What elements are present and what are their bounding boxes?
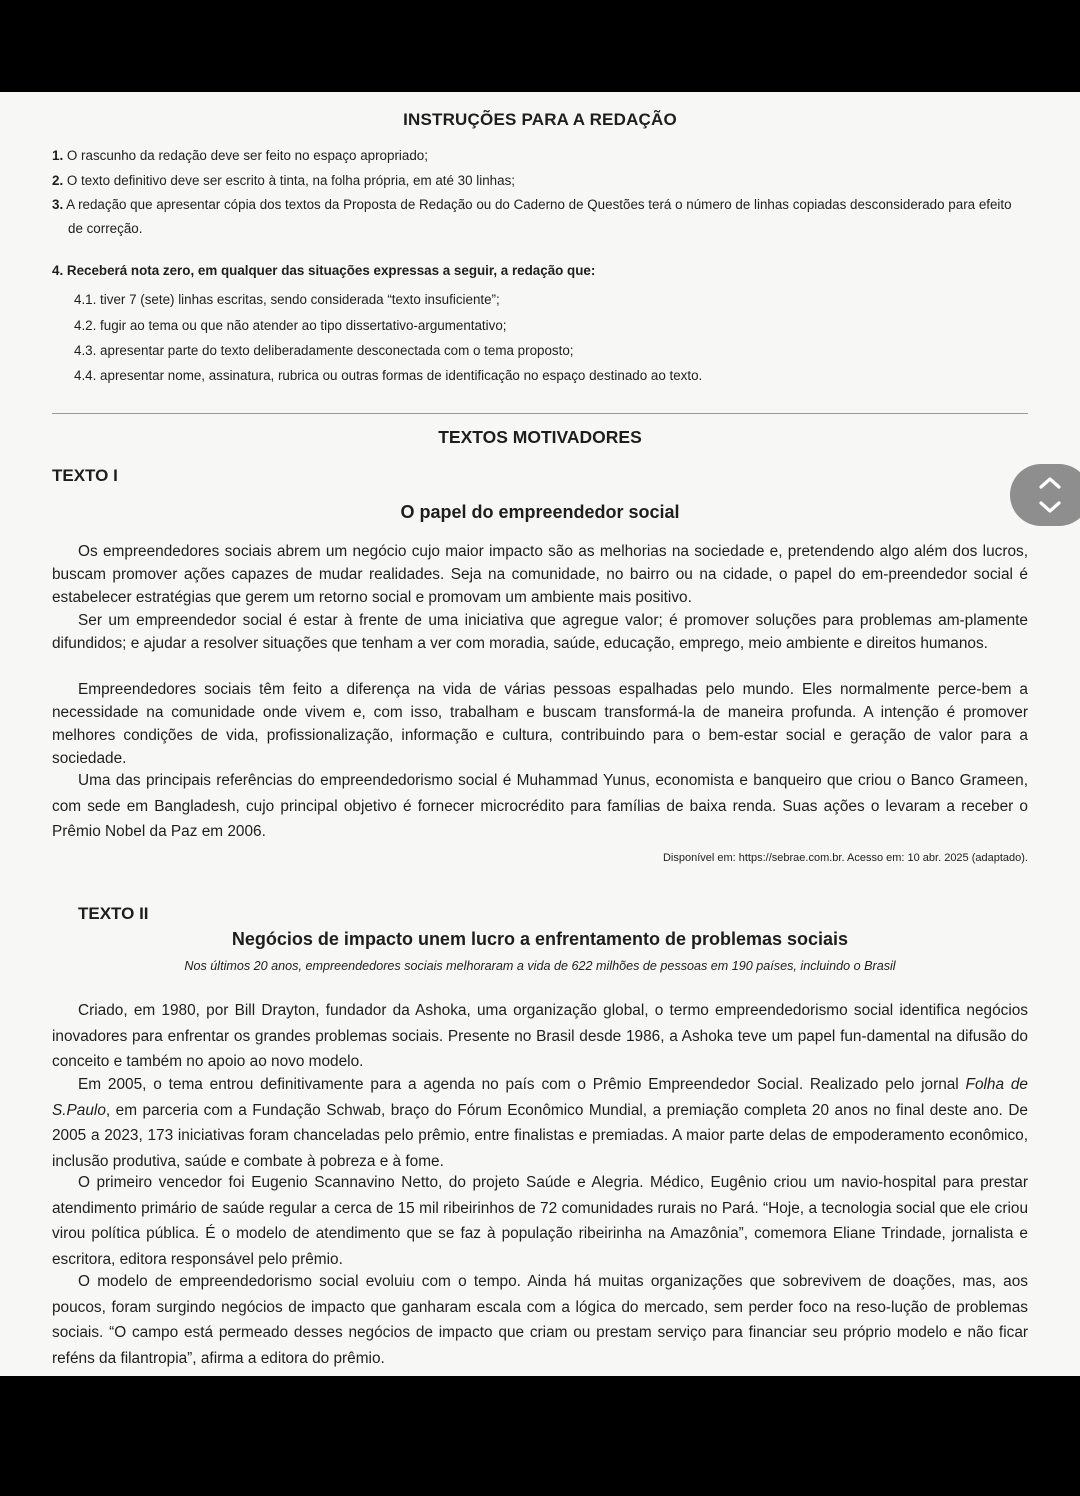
texto1-paragraph: Uma das principais referências do empreendedorismo social é Muhammad Yunus, economista e banqueiro que criou o Banco Grameen, com sede em Bangladesh, cujo principal objetivo é fornecer microcrédito para famílias de baixa renda. Suas ações o levaram a receber o Prêmio Nobel da Paz em 2006. <box>52 772 1028 840</box>
sub-instruction: 4.4. apresentar nome, assinatura, rubrica ou outras formas de identificação no espaço destinado ao texto. <box>74 368 703 383</box>
texto1-source: Disponível em: https://sebrae.com.br. Acesso em: 10 abr. 2025 (adaptado). <box>662 852 1028 864</box>
document-page <box>0 92 1080 1376</box>
instruction-text: Receberá nota zero, em qualquer das situações expressas a seguir, a redação que: <box>66 263 596 278</box>
texto1-paragraph: Os empreendedores sociais abrem um negócio cujo maior impacto são as melhorias na sociedade e, pretendendo algo além dos lucros, buscam promover ações capazes de mudar realidades. Seja na comunidade, no bairro ou na cidade, o papel do em-preendedor social é estabelecer estratégias que gerem um retorno social e promovam um ambiente mais positivo. <box>52 543 1028 606</box>
texto1-paragraph: Empreendedores sociais têm feito a diferença na vida de várias pessoas espalhadas pelo mundo. Eles normalmente perce-bem a necessidade na comunidade onde vivem e, com isso, trabalham e buscam transformá-la de maneira profunda. A intenção é promover melhores condições de vida, profissionalização, informação e cultura, contribuindo para o bem-estar social e geração de valor para a sociedade. <box>52 681 1028 767</box>
instruction-item <box>52 169 1028 193</box>
texto2-title: Negócios de impacto unem lucro a enfrentamento de problemas sociais <box>231 929 849 949</box>
texto2-text: , em parceria com a Fundação Schwab, braço do Fórum Econômico Mundial, a premiação completa 20 anos no final deste ano. De 2005 a 2023, 173 iniciativas foram chanceladas pelo prêmio, entre finalistas e premiadas. A maior parte delas de empoderamento econômico, inclusão produtiva, saúde e combate à pobreza e à fome. <box>52 1101 1028 1170</box>
instruction-number: 3. <box>52 197 64 212</box>
instruction-number: 1. <box>52 148 64 163</box>
texto2-paragraph: Criado, em 1980, por Bill Drayton, fundador da Ashoka, uma organização global, o termo empreendedorismo social identifica negócios inovadores para enfrentar os grandes problemas sociais. Presente no Brasil desde 1986, a Ashoka teve um papel fun-damental na difusão do conceito e também no apoio ao novo modelo. <box>52 1002 1028 1070</box>
instruction-text: A redação que apresentar cópia dos textos da Proposta de Redação ou do Caderno de Questões terá o número de linhas copiadas desconsiderado para efeito de correção. <box>66 197 1012 236</box>
texto2-paragraph: O modelo de empreendedorismo social evoluiu com o tempo. Ainda há muitas organizações que sobrevivem de doações, mas, aos poucos, foram surgindo negócios de impacto que ganharam escala com a lógica do mercado, sem perder foco na reso-lução de problemas sociais. “O campo está permeado desses negócios de impacto que criam ou prestam serviço para financiar seu próprio modelo e não ficar reféns da filantropia”, afirma a editora do prêmio. <box>52 1273 1028 1367</box>
texto1-title: O papel do empreendedor social <box>400 502 680 522</box>
instruction-item <box>52 144 1028 168</box>
texto2-text: Em 2005, o tema entrou definitivamente para a agenda no país com o Prêmio Empreendedor Social. Realizado pelo jornal <box>78 1076 966 1093</box>
sub-instruction: 4.1. tiver 7 (sete) linhas escritas, sendo considerada “texto insuficiente”; <box>74 292 500 307</box>
instruction-text: O texto definitivo deve ser escrito à tinta, na folha própria, em até 30 linhas; <box>66 173 515 188</box>
texto1-label: TEXTO I <box>52 466 118 485</box>
section-title: TEXTOS MOTIVADORES <box>438 427 642 447</box>
section-divider <box>52 413 1028 414</box>
texto2-paragraph <box>52 1072 1028 1174</box>
instruction-text: O rascunho da redação deve ser feito no espaço apropriado; <box>66 148 428 163</box>
chevron-up-down-icon <box>1038 472 1062 518</box>
texto1-paragraph: Ser um empreendedor social é estar à frente de uma iniciativa que agregue valor; é promover soluções para problemas am-plamente difundidos; e ajudar a resolver situações que tenham a ver com moradia, saúde, educação, emprego, meio ambiente e direitos humanos. <box>52 612 1028 652</box>
texto2-subtitle: Nos últimos 20 anos, empreendedores sociais melhoraram a vida de 622 milhões de pessoas em 190 países, incluindo o Brasil <box>184 959 896 973</box>
sub-instruction: 4.3. apresentar parte do texto deliberadamente desconectada com o tema proposto; <box>74 343 574 358</box>
instructions-title: INSTRUÇÕES PARA A REDAÇÃO <box>403 110 677 129</box>
instruction-item <box>52 193 1028 241</box>
instruction-item <box>52 259 1028 283</box>
texto2-paragraph: O primeiro vencedor foi Eugenio Scannavino Netto, do projeto Saúde e Alegria. Médico, Eugênio criou um navio-hospital para prestar atendimento primário de saúde regular a cerca de 15 mil ribeirinhos de 72 comunidades rurais no Pará. “Hoje, a tecnologia social que ele criou virou política pública. É o modelo de atendimento que se faz à população ribeirinha na Amazônia”, comemora Eliane Trindade, jornalista e escritora, editora responsável pelo prêmio. <box>52 1174 1028 1268</box>
instruction-number: 2. <box>52 173 64 188</box>
sub-instruction: 4.2. fugir ao tema ou que não atender ao tipo dissertativo-argumentativo; <box>74 318 507 333</box>
scroll-navigation-button[interactable] <box>1010 464 1080 526</box>
newspaper-name: Folha de S.Paulo <box>52 1076 1028 1119</box>
instruction-number: 4. <box>52 263 64 278</box>
texto2-label: TEXTO II <box>78 904 149 923</box>
